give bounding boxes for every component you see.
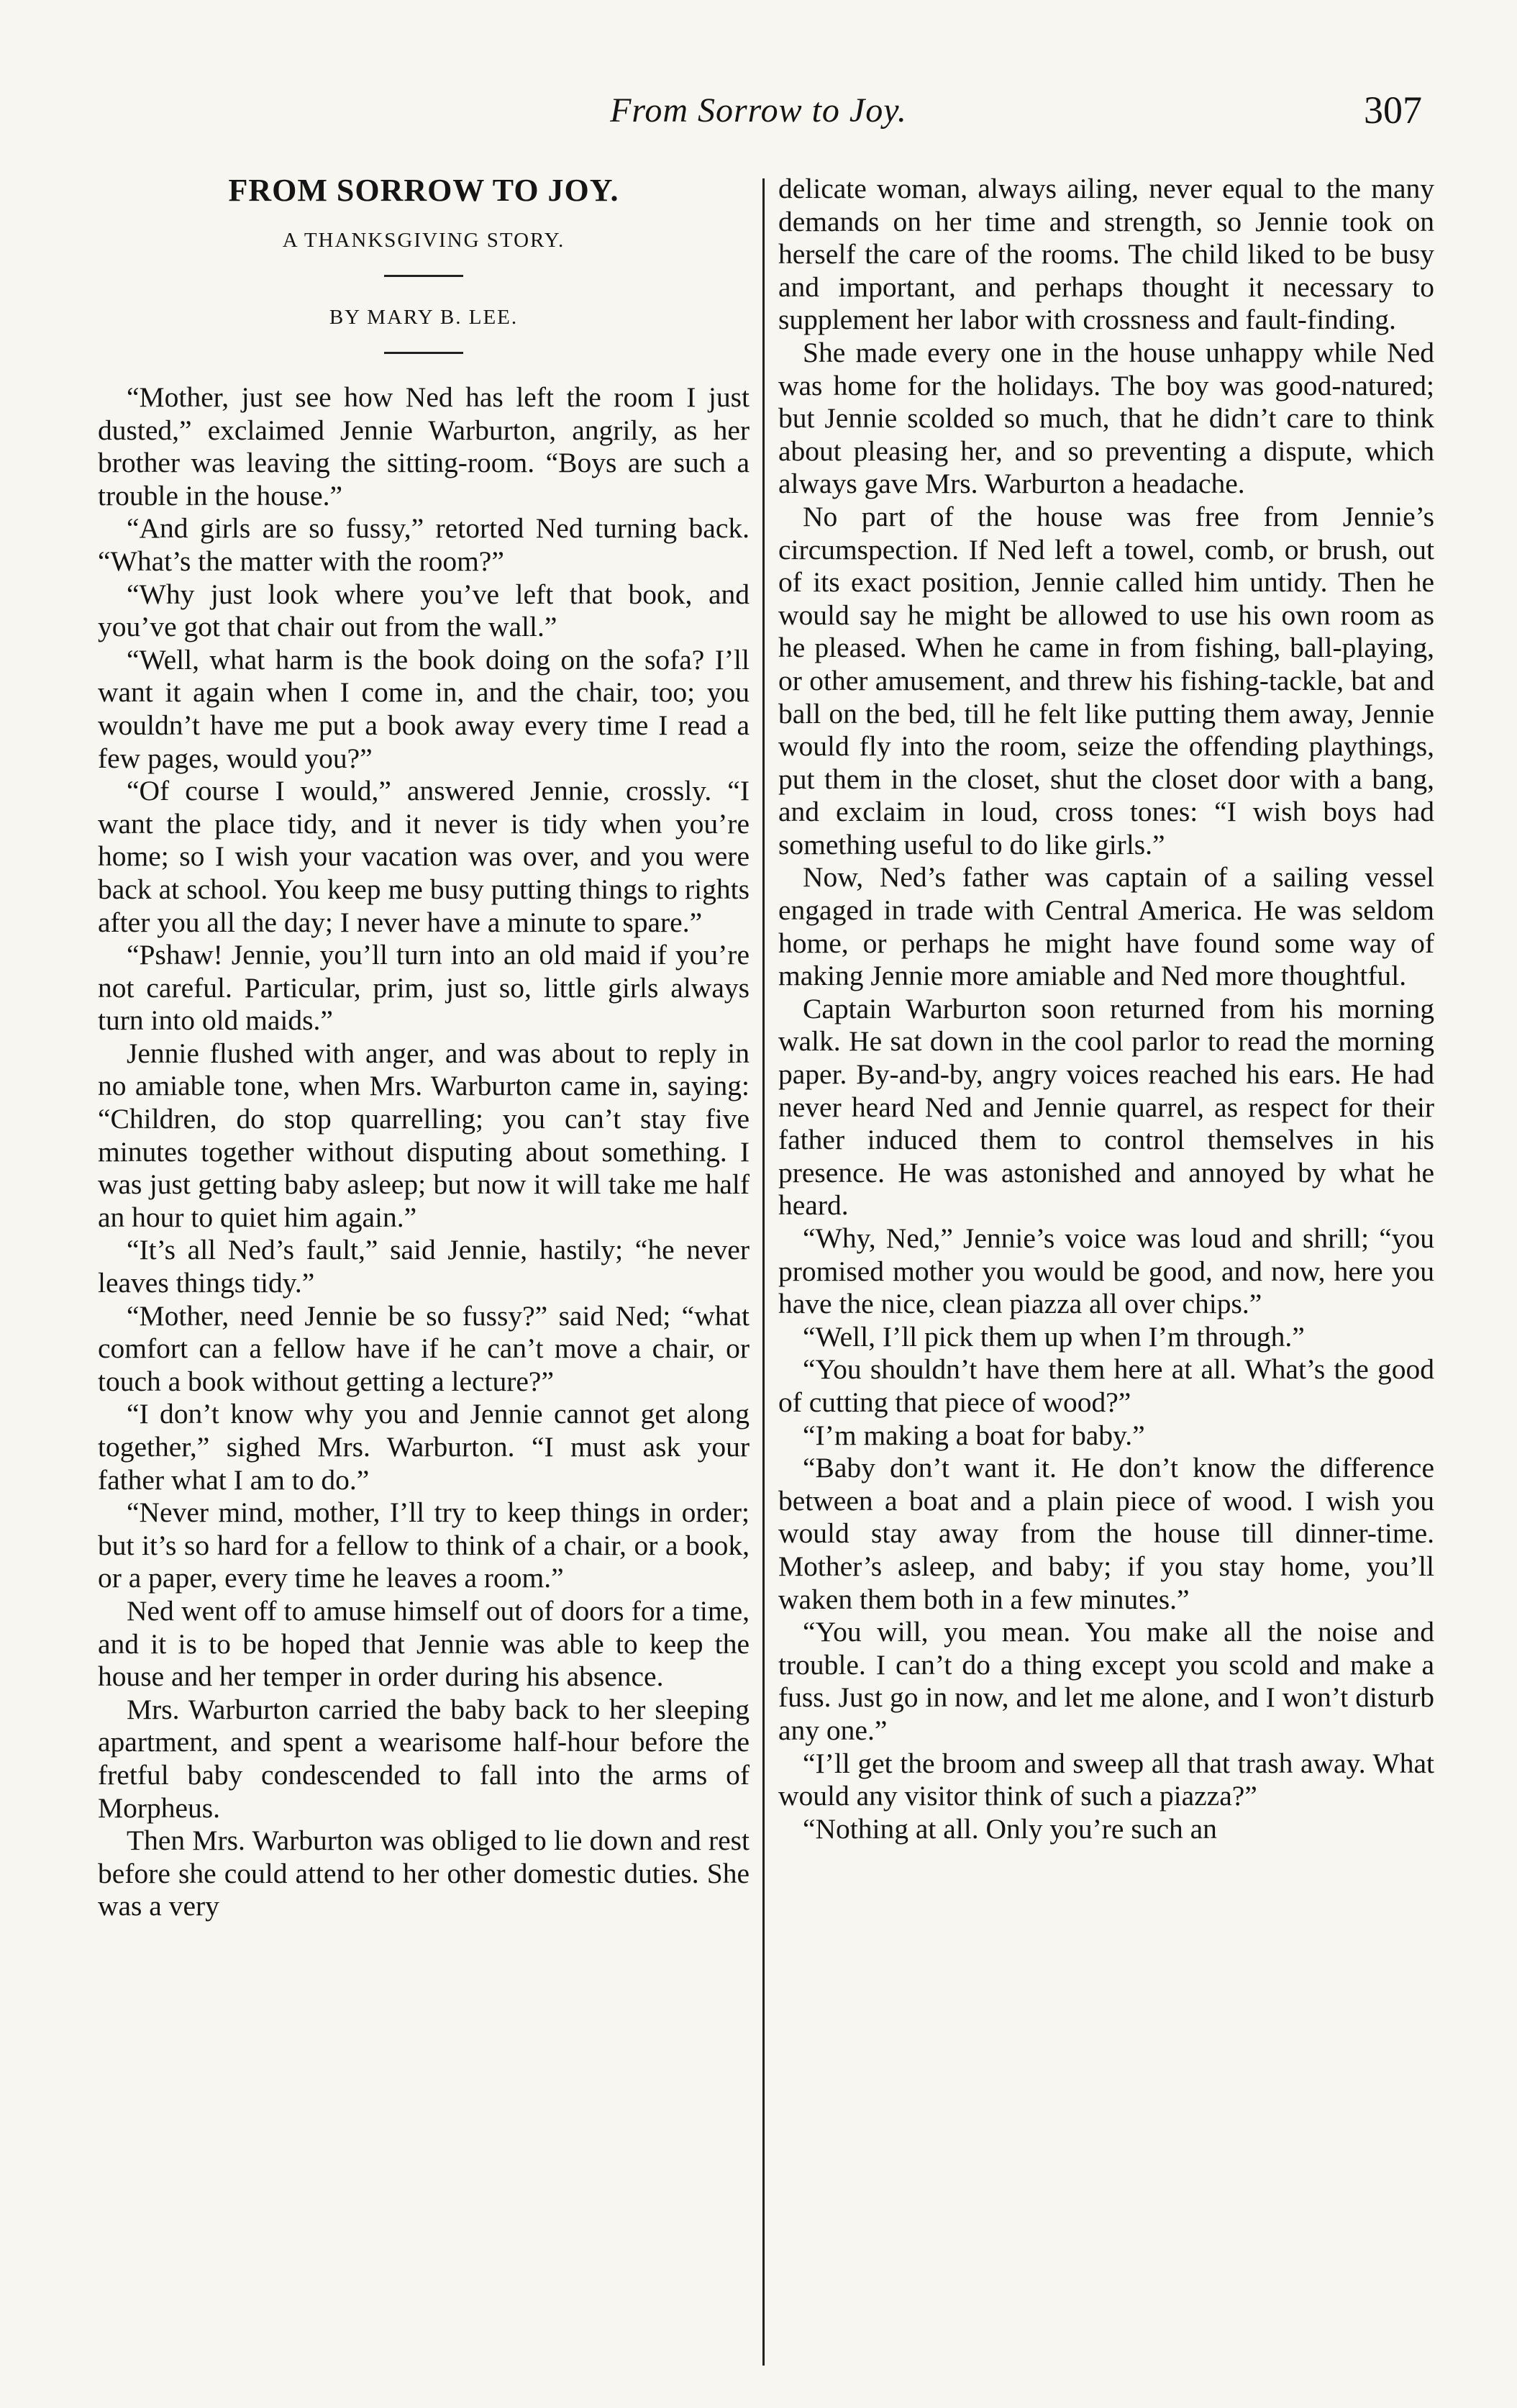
story-title: FROM SORROW TO JOY.: [228, 173, 619, 208]
title-rule: [384, 275, 463, 277]
running-title: From Sorrow to Joy.: [610, 91, 907, 130]
paragraph: “You will, you mean. You make all the noise and trouble. I can’t do a thing except you scold and make a fuss. Just go in now, and let me alone, and I won’t disturb any one.”: [778, 1616, 1434, 1746]
paragraph: “I’ll get the broom and sweep all that trash away. What would any visitor think of such a piazza?”: [778, 1747, 1434, 1812]
paragraph: “Why just look where you’ve left that book, and you’ve got that chair out from the wall.”: [98, 578, 750, 643]
paragraph: “Mother, need Jennie be so fussy?” said Ned; “what comfort can a fellow have if he can’t move a chair, or touch a book without getting a lecture?”: [98, 1299, 750, 1397]
paragraph: Then Mrs. Warburton was obliged to lie down and rest before she could attend to her other domestic duties. She was a very: [98, 1825, 750, 1922]
story-byline: BY MARY B. LEE.: [329, 306, 519, 329]
paragraph: Ned went off to amuse himself out of doors for a time, and it is to be hoped that Jennie was able to keep the house and her temper in order during his absence.: [98, 1594, 750, 1693]
paragraph: Jennie flushed with anger, and was about to reply in no amiable tone, when Mrs. Warburton came in, saying: “Children, do stop quarrelling; you can’t stay five minutes together without disputing about something. I was just getting baby asleep; but now it will take me half an hour to quiet him again.”: [98, 1037, 750, 1233]
paragraph: “You shouldn’t have them here at all. What’s the good of cutting that piece of wood?”: [778, 1353, 1434, 1418]
story-subtitle: A THANKSGIVING STORY.: [282, 229, 565, 252]
page-number: 307: [1364, 88, 1422, 132]
byline-rule: [384, 352, 463, 354]
paragraph: “I don’t know why you and Jennie cannot get along together,” sighed Mrs. Warburton. “I must ask your father what I am to do.”: [98, 1398, 750, 1496]
continued-paragraph: delicate woman, always ailing, never equal to the many demands on her time and strength, so Jennie took on herself the care of the rooms. The child liked to be busy and important, and perhaps thought it necessary to supplement her labor with crossness and fault-finding.: [778, 173, 1434, 336]
paragraph: Now, Ned’s father was captain of a sailing vessel engaged in trade with Central America. He was seldom home, or perhaps he might have found some way of making Jennie more amiable and Ned more thoughtful.: [778, 861, 1434, 992]
left-column: [98, 173, 750, 2360]
paragraph: “Never mind, mother, I’ll try to keep things in order; but it’s so hard for a fellow to think of a chair, or a book, or a paper, every time he leaves a room.”: [98, 1496, 750, 1594]
paragraph: “Pshaw! Jennie, you’ll turn into an old maid if you’re not careful. Particular, prim, just so, little girls always turn into old maids.”: [98, 939, 750, 1037]
paragraph: “And girls are so fussy,” retorted Ned turning back. “What’s the matter with the room?”: [98, 512, 750, 577]
paragraph: Mrs. Warburton carried the baby back to her sleeping apartment, and spent a wearisome half-hour before the fretful baby condescended to fall into the arms of Morpheus.: [98, 1693, 750, 1824]
paragraph: “It’s all Ned’s fault,” said Jennie, hastily; “he never leaves things tidy.”: [98, 1234, 750, 1299]
paragraph: She made every one in the house unhappy while Ned was home for the holidays. The boy was good-natured; but Jennie scolded so much, that he didn’t care to think about pleasing her, and so preventing a dispute, which always gave Mrs. Warburton a headache.: [778, 336, 1434, 500]
paragraph: “Why, Ned,” Jennie’s voice was loud and shrill; “you promised mother you would be good, and now, here you have the nice, clean piazza all over chips.”: [778, 1222, 1434, 1320]
paragraph: “Mother, just see how Ned has left the room I just dusted,” exclaimed Jennie Warburton, angrily, as her brother was leaving the sitting-room. “Boys are such a trouble in the house.”: [98, 381, 750, 512]
paragraph: “Of course I would,” answered Jennie, crossly. “I want the place tidy, and it never is tidy when you’re home; so I wish your vacation was over, and you were back at school. You keep me busy putting things to rights after you all the day; I never have a minute to spare.”: [98, 775, 750, 938]
paragraph: “Nothing at all. Only you’re such an: [803, 1812, 1217, 1845]
right-column: [778, 173, 1434, 2360]
column-divider: [762, 178, 765, 2366]
paragraph: Captain Warburton soon returned from his morning walk. He sat down in the cool parlor to read the morning paper. By-and-by, angry voices reached his ears. He had never heard Ned and Jennie quarrel, as respect for their father induced them to control themselves in his presence. He was astonished and annoyed by what he heard.: [778, 992, 1434, 1222]
paragraph: “Baby don’t want it. He don’t know the difference between a boat and a plain piece of wood. I wish you would stay away from the house till dinner-time. Mother’s asleep, and baby; if you stay home, you’ll waken them both in a few minutes.”: [778, 1452, 1434, 1615]
running-header: [0, 88, 1517, 134]
paragraph: “Well, I’ll pick them up when I’m through.”: [803, 1320, 1305, 1353]
paragraph: “I’m making a boat for baby.”: [803, 1419, 1145, 1451]
paragraph: “Well, what harm is the book doing on the sofa? I’ll want it again when I come in, and the chair, too; you wouldn’t have me put a book away every time I read a few pages, would you?”: [98, 643, 750, 774]
paragraph: No part of the house was free from Jennie’s circumspection. If Ned left a towel, comb, or brush, out of its exact position, Jennie called him untidy. Then he would say he might be allowed to use his own room as he pleased. When he came in from fishing, ball-playing, or other amusement, and threw his fishing-tackle, bat and ball on the bed, till he felt like putting them away, Jennie would fly into the room, seize the offending playthings, put them in the closet, shut the closet door with a bang, and exclaim in loud, cross tones: “I wish boys had something useful to do like girls.”: [778, 500, 1434, 860]
